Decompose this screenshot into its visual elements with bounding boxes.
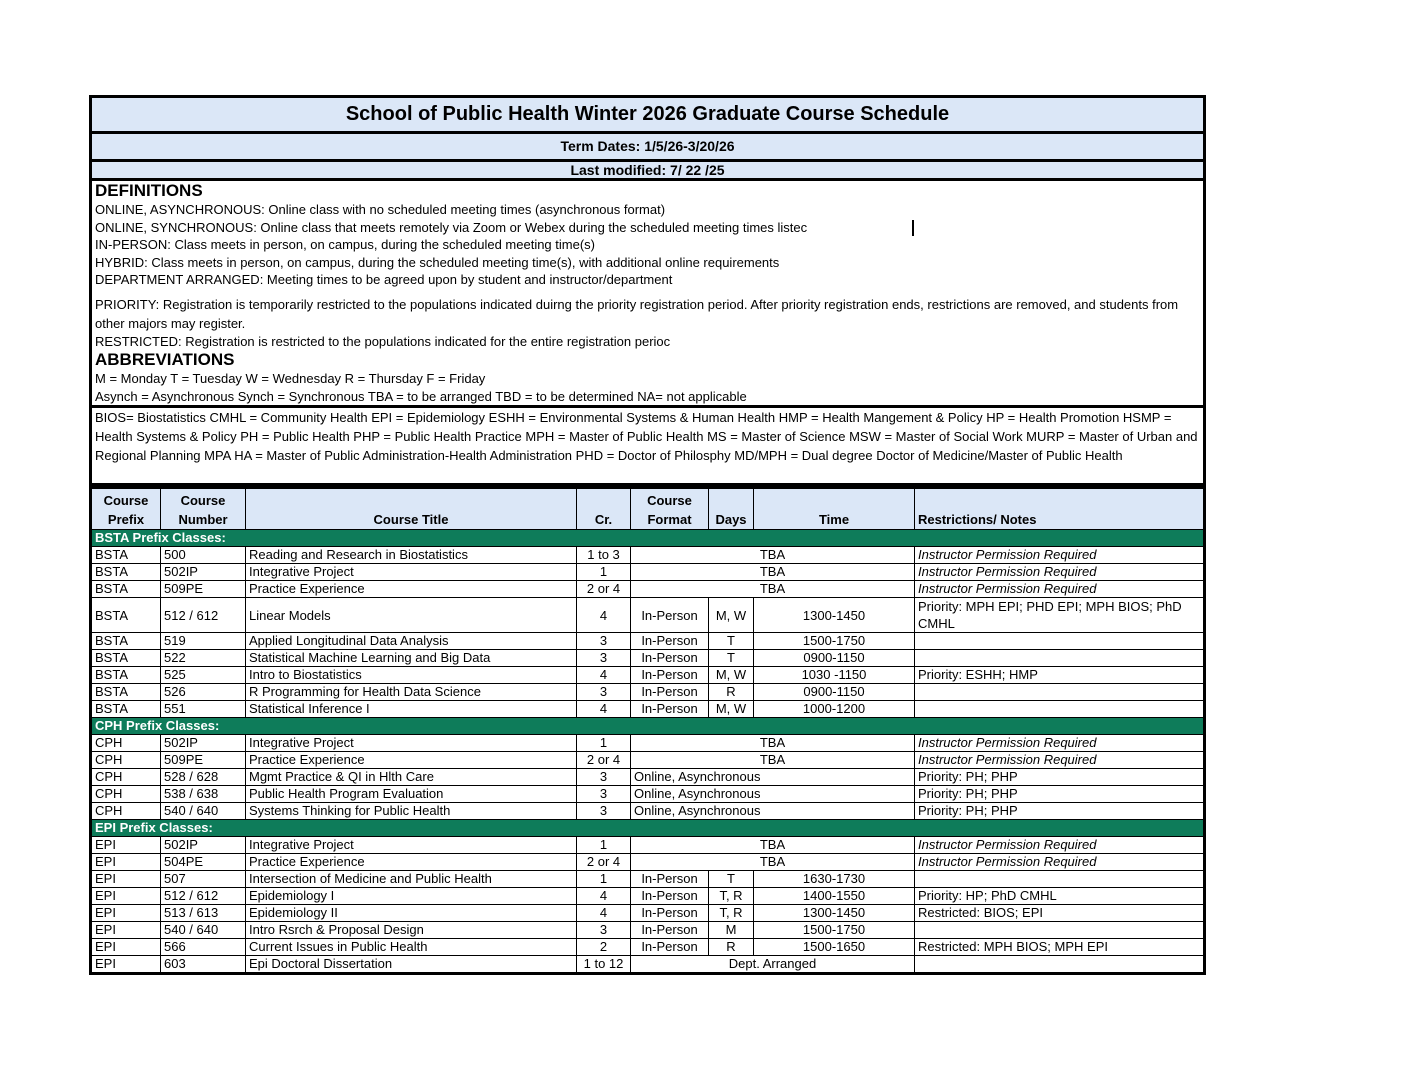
- credits-cell: 4: [577, 905, 631, 922]
- table-row: [91, 564, 1205, 581]
- notes-cell: [915, 956, 1205, 974]
- course-number-cell: 500: [161, 547, 246, 564]
- credits-cell: 4: [577, 667, 631, 684]
- credits-cell: 4: [577, 888, 631, 905]
- days-cell: T, R: [709, 905, 754, 922]
- course-number-cell: 525: [161, 667, 246, 684]
- course-prefix-cell: EPI: [91, 956, 161, 974]
- course-title-cell: Current Issues in Public Health: [246, 939, 577, 956]
- day-abbreviations: M = Monday T = Tuesday W = Wednesday R = Thursday F = Friday: [95, 371, 486, 386]
- credits-cell: 3: [577, 922, 631, 939]
- course-number-cell: 512 / 612: [161, 888, 246, 905]
- notes-cell: [915, 633, 1205, 650]
- course-prefix-cell: BSTA: [91, 564, 161, 581]
- course-number-cell: 551: [161, 701, 246, 718]
- notes-cell: Priority: HP; PhD CMHL: [915, 888, 1205, 905]
- group-label: BSTA Prefix Classes:: [91, 530, 1205, 547]
- header-notes: Restrictions/ Notes: [915, 488, 1205, 530]
- time-cell: 1630-1730: [754, 871, 915, 888]
- course-table-body: [91, 530, 1205, 974]
- course-title-cell: Public Health Program Evaluation: [246, 786, 577, 803]
- credits-cell: 3: [577, 786, 631, 803]
- format-cell: Online, Asynchronous: [631, 803, 915, 820]
- format-cell: In-Person: [631, 598, 709, 633]
- credits-cell: 3: [577, 684, 631, 701]
- group-row: [91, 820, 1205, 837]
- header-credits: Cr.: [577, 488, 631, 530]
- course-prefix-cell: BSTA: [91, 633, 161, 650]
- schedule-cell: TBA: [631, 735, 915, 752]
- table-row: [91, 752, 1205, 769]
- credits-cell: 1: [577, 735, 631, 752]
- course-prefix-cell: BSTA: [91, 598, 161, 633]
- course-prefix-cell: EPI: [91, 888, 161, 905]
- schedule-cell: TBA: [631, 752, 915, 769]
- table-row: [91, 939, 1205, 956]
- definition-line: IN-PERSON: Class meets in person, on campus, during the scheduled meeting time(s): [95, 237, 595, 252]
- notes-cell: Instructor Permission Required: [915, 547, 1205, 564]
- table-row: [91, 769, 1205, 786]
- course-prefix-cell: EPI: [91, 905, 161, 922]
- last-modified: Last modified: 7/ 22 /25: [92, 162, 1203, 181]
- format-abbreviations: Asynch = Asynchronous Synch = Synchronous TBA = to be arranged TBD = to be determined NA= not applicable: [95, 388, 747, 404]
- notes-cell: Priority: PH; PHP: [915, 803, 1205, 820]
- course-number-cell: 528 / 628: [161, 769, 246, 786]
- credits-cell: 2 or 4: [577, 752, 631, 769]
- days-cell: M, W: [709, 701, 754, 718]
- table-row: [91, 735, 1205, 752]
- days-cell: T: [709, 871, 754, 888]
- course-title-cell: Applied Longitudinal Data Analysis: [246, 633, 577, 650]
- course-number-cell: 502IP: [161, 837, 246, 854]
- time-cell: 1300-1450: [754, 598, 915, 633]
- days-cell: T, R: [709, 888, 754, 905]
- time-cell: 1500-1650: [754, 939, 915, 956]
- course-title-cell: Epi Doctoral Dissertation: [246, 956, 577, 974]
- restricted-definition: RESTRICTED: Registration is restricted to the populations indicated for the entire registration perioc: [95, 333, 671, 349]
- format-cell: In-Person: [631, 633, 709, 650]
- program-abbreviations: BIOS= Biostatistics CMHL = Community Health EPI = Epidemiology ESHH = Environmental Systems & Human Health HMP = Health Mangement & Policy HP = Health Promotion HSMP = Health Systems & Policy PH = Public Health PHP = Public Health Practice MPH = Master of Public Health MS = Master of Science MSW = Master of Social Work MURP = Master of Urban and Regional Planning MPA HA = Master of Public Administration-Health Administration PHD = Doctor of Philosphy MD/MPH = Dual degree Doctor of Medicine/Master of Public Health: [92, 408, 1203, 486]
- notes-cell: Instructor Permission Required: [915, 752, 1205, 769]
- course-title-cell: Epidemiology II: [246, 905, 577, 922]
- table-row: [91, 633, 1205, 650]
- notes-cell: [915, 922, 1205, 939]
- term-dates: Term Dates: 1/5/26-3/20/26: [92, 134, 1203, 162]
- table-row: [91, 803, 1205, 820]
- time-cell: 1400-1550: [754, 888, 915, 905]
- course-number-cell: 509PE: [161, 581, 246, 598]
- course-number-cell: 512 / 612: [161, 598, 246, 633]
- table-row: [91, 701, 1205, 718]
- course-title-cell: Practice Experience: [246, 581, 577, 598]
- format-cell: In-Person: [631, 871, 709, 888]
- group-row: [91, 530, 1205, 547]
- schedule-cell: TBA: [631, 564, 915, 581]
- credits-cell: 1 to 3: [577, 547, 631, 564]
- course-prefix-cell: BSTA: [91, 667, 161, 684]
- credits-cell: 2 or 4: [577, 854, 631, 871]
- notes-cell: [915, 701, 1205, 718]
- table-row: [91, 598, 1205, 633]
- format-cell: In-Person: [631, 684, 709, 701]
- notes-cell: Instructor Permission Required: [915, 735, 1205, 752]
- format-cell: In-Person: [631, 939, 709, 956]
- course-prefix-cell: BSTA: [91, 650, 161, 667]
- course-number-cell: 540 / 640: [161, 922, 246, 939]
- course-prefix-cell: CPH: [91, 769, 161, 786]
- notes-cell: Instructor Permission Required: [915, 581, 1205, 598]
- course-prefix-cell: EPI: [91, 922, 161, 939]
- credits-cell: 4: [577, 598, 631, 633]
- time-cell: 1500-1750: [754, 633, 915, 650]
- days-cell: R: [709, 684, 754, 701]
- table-row: [91, 786, 1205, 803]
- course-number-cell: 603: [161, 956, 246, 974]
- course-title-cell: Statistical Machine Learning and Big Data: [246, 650, 577, 667]
- table-row: [91, 922, 1205, 939]
- format-cell: Online, Asynchronous: [631, 786, 915, 803]
- course-title-cell: Epidemiology I: [246, 888, 577, 905]
- definition-line: DEPARTMENT ARRANGED: Meeting times to be agreed upon by student and instructor/department: [95, 272, 673, 287]
- course-table: [89, 486, 1206, 975]
- credits-cell: 1: [577, 871, 631, 888]
- notes-cell: Restricted: MPH BIOS; MPH EPI: [915, 939, 1205, 956]
- credits-cell: 3: [577, 769, 631, 786]
- course-prefix-cell: EPI: [91, 871, 161, 888]
- course-title-cell: Statistical Inference I: [246, 701, 577, 718]
- course-number-cell: 502IP: [161, 564, 246, 581]
- course-prefix-cell: CPH: [91, 752, 161, 769]
- table-row: [91, 547, 1205, 564]
- header-title: Course Title: [246, 488, 577, 530]
- days-cell: M: [709, 922, 754, 939]
- course-number-cell: 507: [161, 871, 246, 888]
- table-row: [91, 888, 1205, 905]
- course-number-cell: 519: [161, 633, 246, 650]
- course-title-cell: Intro to Biostatistics: [246, 667, 577, 684]
- course-number-cell: 509PE: [161, 752, 246, 769]
- format-cell: In-Person: [631, 888, 709, 905]
- credits-cell: 2: [577, 939, 631, 956]
- schedule-cell: Dept. Arranged: [631, 956, 915, 974]
- format-cell: In-Person: [631, 905, 709, 922]
- text-cursor: [912, 220, 914, 236]
- time-cell: 0900-1150: [754, 650, 915, 667]
- notes-cell: Priority: PH; PHP: [915, 786, 1205, 803]
- notes-cell: Instructor Permission Required: [915, 854, 1205, 871]
- course-title-cell: Practice Experience: [246, 854, 577, 871]
- schedule-cell: TBA: [631, 547, 915, 564]
- course-prefix-cell: CPH: [91, 735, 161, 752]
- definition-line: ONLINE, SYNCHRONOUS: Online class that meets remotely via Zoom or Webex during the scheduled meeting times listec: [95, 219, 808, 235]
- days-cell: M, W: [709, 667, 754, 684]
- format-cell: In-Person: [631, 922, 709, 939]
- notes-cell: [915, 684, 1205, 701]
- credits-cell: 1: [577, 837, 631, 854]
- time-cell: 1000-1200: [754, 701, 915, 718]
- course-number-cell: 502IP: [161, 735, 246, 752]
- course-prefix-cell: BSTA: [91, 581, 161, 598]
- format-cell: In-Person: [631, 701, 709, 718]
- course-title-cell: Integrative Project: [246, 837, 577, 854]
- credits-cell: 3: [577, 650, 631, 667]
- course-number-cell: 522: [161, 650, 246, 667]
- page-title: School of Public Health Winter 2026 Graduate Course Schedule: [92, 98, 1203, 134]
- definition-line: HYBRID: Class meets in person, on campus, during the scheduled meeting time(s), with additional online requirements: [95, 254, 780, 270]
- table-row: [91, 905, 1205, 922]
- course-title-cell: Linear Models: [246, 598, 577, 633]
- notes-cell: Priority: ESHH; HMP: [915, 667, 1205, 684]
- priority-definition: PRIORITY: Registration is temporarily restricted to the populations indicated duirng the priority registration period. After priority registration ends, restrictions are removed, and students from other majors may register.: [95, 296, 1179, 331]
- credits-cell: 3: [577, 803, 631, 820]
- course-number-cell: 540 / 640: [161, 803, 246, 820]
- abbreviations-heading: ABBREVIATIONS: [95, 350, 235, 369]
- table-row: [91, 871, 1205, 888]
- course-title-cell: Systems Thinking for Public Health: [246, 803, 577, 820]
- table-row: [91, 684, 1205, 701]
- group-label: EPI Prefix Classes:: [91, 820, 1205, 837]
- notes-cell: Priority: MPH EPI; PHD EPI; MPH BIOS; PhD CMHL: [915, 598, 1205, 633]
- course-title-cell: Integrative Project: [246, 564, 577, 581]
- course-title-cell: Intro Rsrch & Proposal Design: [246, 922, 577, 939]
- course-title-cell: R Programming for Health Data Science: [246, 684, 577, 701]
- group-label: CPH Prefix Classes:: [91, 718, 1205, 735]
- course-title-cell: Mgmt Practice & QI in Hlth Care: [246, 769, 577, 786]
- definitions-section: [92, 181, 1203, 408]
- table-header-row: [91, 488, 1205, 530]
- days-cell: T: [709, 650, 754, 667]
- header-days: Days: [709, 488, 754, 530]
- time-cell: 1030 -1150: [754, 667, 915, 684]
- credits-cell: 1 to 12: [577, 956, 631, 974]
- course-prefix-cell: CPH: [91, 786, 161, 803]
- schedule-cell: TBA: [631, 581, 915, 598]
- course-prefix-cell: EPI: [91, 939, 161, 956]
- credits-cell: 4: [577, 701, 631, 718]
- notes-cell: Priority: PH; PHP: [915, 769, 1205, 786]
- header-time: Time: [754, 488, 915, 530]
- time-cell: 0900-1150: [754, 684, 915, 701]
- table-row: [91, 956, 1205, 974]
- course-prefix-cell: BSTA: [91, 547, 161, 564]
- days-cell: T: [709, 633, 754, 650]
- time-cell: 1300-1450: [754, 905, 915, 922]
- days-cell: R: [709, 939, 754, 956]
- credits-cell: 3: [577, 633, 631, 650]
- course-number-cell: 538 / 638: [161, 786, 246, 803]
- course-title-cell: Practice Experience: [246, 752, 577, 769]
- schedule-cell: TBA: [631, 854, 915, 871]
- header-format: Course Format: [631, 488, 709, 530]
- format-cell: Online, Asynchronous: [631, 769, 915, 786]
- course-prefix-cell: CPH: [91, 803, 161, 820]
- table-row: [91, 667, 1205, 684]
- course-prefix-cell: BSTA: [91, 684, 161, 701]
- time-cell: 1500-1750: [754, 922, 915, 939]
- course-title-cell: Integrative Project: [246, 735, 577, 752]
- notes-cell: [915, 871, 1205, 888]
- format-cell: In-Person: [631, 650, 709, 667]
- definition-line: ONLINE, ASYNCHRONOUS: Online class with no scheduled meeting times (asynchronous format): [95, 202, 666, 217]
- table-row: [91, 854, 1205, 871]
- definitions-heading: DEFINITIONS: [95, 181, 203, 200]
- schedule-cell: TBA: [631, 837, 915, 854]
- notes-cell: [915, 650, 1205, 667]
- table-row: [91, 581, 1205, 598]
- course-number-cell: 504PE: [161, 854, 246, 871]
- format-cell: In-Person: [631, 667, 709, 684]
- course-title-cell: Reading and Research in Biostatistics: [246, 547, 577, 564]
- course-number-cell: 513 / 613: [161, 905, 246, 922]
- course-number-cell: 566: [161, 939, 246, 956]
- group-row: [91, 718, 1205, 735]
- course-title-cell: Intersection of Medicine and Public Health: [246, 871, 577, 888]
- schedule-sheet: [89, 95, 1206, 975]
- credits-cell: 1: [577, 564, 631, 581]
- header-number: Course Number: [161, 488, 246, 530]
- notes-cell: Restricted: BIOS; EPI: [915, 905, 1205, 922]
- notes-cell: Instructor Permission Required: [915, 564, 1205, 581]
- course-prefix-cell: BSTA: [91, 701, 161, 718]
- course-prefix-cell: EPI: [91, 854, 161, 871]
- course-prefix-cell: EPI: [91, 837, 161, 854]
- header-prefix: Course Prefix: [91, 488, 161, 530]
- table-row: [91, 837, 1205, 854]
- days-cell: M, W: [709, 598, 754, 633]
- notes-cell: Instructor Permission Required: [915, 837, 1205, 854]
- schedule-box: [89, 95, 1206, 486]
- course-number-cell: 526: [161, 684, 246, 701]
- credits-cell: 2 or 4: [577, 581, 631, 598]
- table-row: [91, 650, 1205, 667]
